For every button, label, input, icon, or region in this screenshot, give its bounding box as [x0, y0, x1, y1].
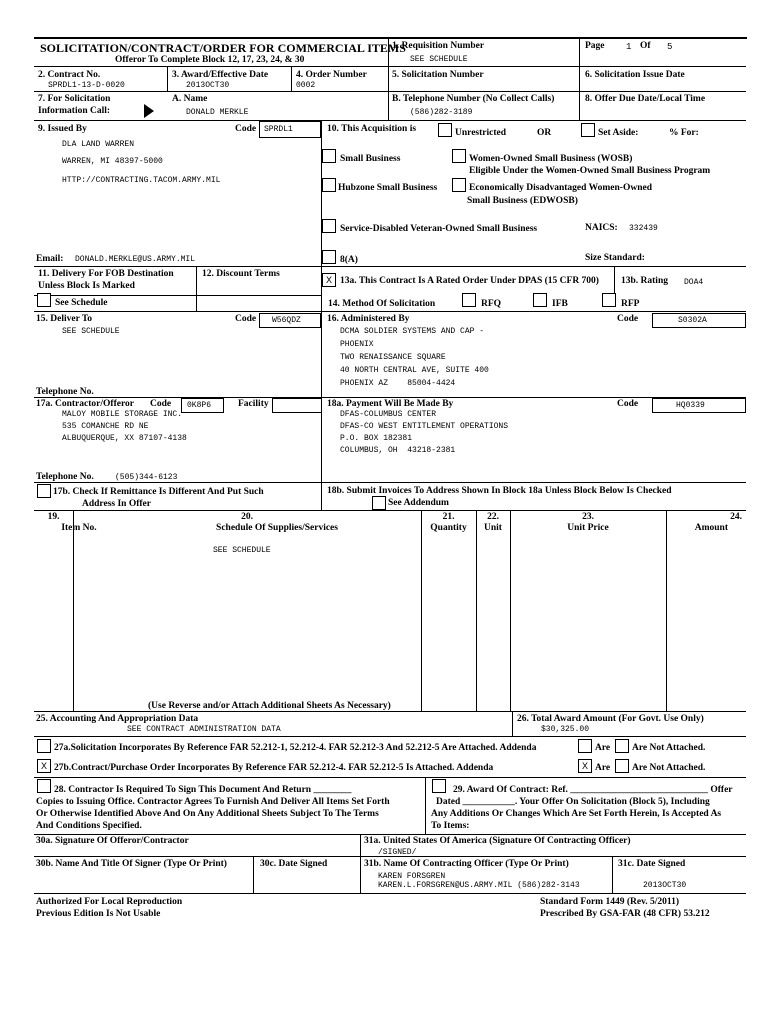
edwosb-label-2: Small Business (EDWOSB)	[467, 196, 578, 206]
contractor-code-value: 0K8P6	[187, 401, 212, 410]
delivery-fob-label: 11. Delivery For FOB Destination	[38, 269, 174, 279]
remittance-checkbox[interactable]	[37, 484, 51, 498]
footer-left-2: Previous Edition Is Not Usable	[36, 909, 161, 919]
29-checkbox[interactable]	[432, 779, 446, 793]
remittance-label-2: Address In Offer	[82, 499, 151, 509]
29-line-4: To Items:	[431, 821, 470, 831]
rfq-checkbox[interactable]	[462, 293, 476, 307]
unrestricted-checkbox[interactable]	[438, 123, 452, 137]
27a-checkbox[interactable]	[37, 739, 51, 753]
col-schedule-label: Schedule Of Supplies/Services	[216, 523, 338, 533]
footer-right-2: Prescribed By GSA-FAR (48 CFR) 53.212	[540, 909, 710, 919]
rating-label: 13b. Rating	[621, 276, 668, 286]
col-unit-label: Unit	[484, 523, 502, 533]
footer-right-1: Standard Form 1449 (Rev. 5/2011)	[540, 897, 680, 907]
name-value: DONALD MERKLE	[186, 108, 249, 117]
payment-code-label: Code	[617, 399, 639, 409]
officer-date-label: 31c. Date Signed	[618, 859, 686, 869]
small-business-checkbox[interactable]	[322, 149, 336, 163]
set-aside-checkbox[interactable]	[581, 123, 595, 137]
ifb-checkbox[interactable]	[533, 293, 547, 307]
requisition-value: SEE SCHEDULE	[410, 55, 468, 64]
contract-value: SPRDL1-13-D-0020	[48, 81, 125, 90]
admin-line-1: DCMA SOLDIER SYSTEMS AND CAP -	[340, 327, 485, 336]
payment-line-2: DFAS-CO WEST ENTITLEMENT OPERATIONS	[340, 422, 509, 431]
issued-code-value: SPRDL1	[264, 125, 293, 134]
form-title: SOLICITATION/CONTRACT/ORDER FOR COMMERCIAL ITEMS	[40, 41, 406, 55]
wosb-program-label: Eligible Under the Women-Owned Small Business Program	[469, 166, 711, 176]
order-value: 0002	[296, 81, 316, 90]
deliver-code-value: W56QDZ	[272, 316, 301, 325]
edwosb-checkbox[interactable]	[452, 178, 466, 192]
27b-are-checkbox[interactable]: X	[578, 759, 592, 773]
28-line-1: 28. Contractor Is Required To Sign This Document And Return ________	[54, 785, 352, 795]
name-label: A. Name	[172, 94, 208, 104]
of-label: Of	[640, 41, 651, 51]
submit-invoices-label: 18b. Submit Invoices To Address Shown In Block 18a Unless Block Below Is Checked	[327, 486, 672, 496]
signed-value: /SIGNED/	[378, 848, 417, 857]
payment-line-3: P.O. BOX 182381	[340, 434, 413, 443]
award-date-label: 3. Award/Effective Date	[172, 70, 269, 80]
col-item-num: 19.	[47, 512, 60, 522]
admin-code-value: S0302A	[678, 316, 707, 325]
deliver-tel-label: Telephone No.	[36, 387, 94, 397]
deliver-line: SEE SCHEDULE	[62, 327, 120, 336]
info-call-label-2: Information Call:	[38, 106, 111, 116]
dpas-checkbox[interactable]: X	[322, 273, 336, 287]
dpas-label: 13a. This Contract Is A Rated Order Under DPAS (15 CFR 700)	[340, 276, 599, 286]
method-label: 14. Method Of Solicitation	[328, 299, 436, 309]
hubzone-checkbox[interactable]	[322, 178, 336, 192]
col-quantity-num: 21.	[442, 512, 455, 522]
payment-line-4: COLUMBUS, OH 43218-2381	[340, 446, 456, 455]
delivery-fob-label-2: Unless Block Is Marked	[38, 281, 135, 291]
hubzone-label: Hubzone Small Business	[338, 183, 438, 193]
27b-not-attached-checkbox[interactable]	[615, 759, 629, 773]
27a-are-label: Are	[595, 743, 611, 753]
reverse-note: (Use Reverse and/or Attach Additional Sheets As Necessary)	[148, 701, 391, 711]
col-item-label: Item No.	[61, 523, 97, 533]
col-unit-num: 22.	[487, 512, 499, 522]
see-schedule-checkbox[interactable]	[37, 293, 51, 307]
col-quantity-label: Quantity	[430, 523, 467, 533]
set-aside-label: Set Aside:	[598, 128, 639, 138]
admin-code-label: Code	[617, 314, 639, 324]
administered-by-label: 16. Administered By	[327, 314, 410, 324]
27a-are-checkbox[interactable]	[578, 739, 592, 753]
signature-officer-label: 31a. United States Of America (Signature Of Contracting Officer)	[364, 836, 631, 846]
payment-code-value: HQ0339	[676, 401, 705, 410]
or-label: OR	[537, 128, 552, 138]
28-line-3: Or Otherwise Identified Above And On Any Additional Sheets Subject To The Terms	[36, 809, 379, 819]
signature-offeror-label: 30a. Signature Of Offeror/Contractor	[36, 836, 189, 846]
col-amount-label: Amount	[694, 523, 728, 533]
phone-label: B. Telephone Number (No Collect Calls)	[392, 94, 555, 104]
col-schedule-num: 20.	[241, 512, 253, 522]
rfq-label: RFQ	[481, 299, 502, 309]
naics-value: 332439	[629, 224, 658, 233]
page-total: 5	[667, 42, 673, 52]
admin-line-3: TWO RENAISSANCE SQUARE	[340, 353, 446, 362]
info-call-label: 7. For Solicitation	[38, 94, 111, 104]
rfp-checkbox[interactable]	[602, 293, 616, 307]
remittance-label: 17b. Check If Remittance Is Different And Put Such	[53, 487, 264, 497]
27a-not-attached-label: Are Not Attached.	[632, 743, 706, 753]
27b-label: 27b.Contract/Purchase Order Incorporates By Reference FAR 52.212-4. FAR 52.212-5 Is Attached. Addenda	[54, 763, 494, 773]
page-label: Page	[585, 41, 605, 51]
facility-label: Facility	[238, 399, 269, 409]
unrestricted-label: Unrestricted	[455, 128, 507, 138]
see-schedule-label: See Schedule	[55, 298, 108, 308]
small-business-label: Small Business	[340, 154, 401, 164]
officer-contact-value: KAREN.L.FORSGREN@US.ARMY.MIL (586)282-3143	[378, 881, 580, 890]
wosb-checkbox[interactable]	[452, 149, 466, 163]
officer-date-value: 2013OCT30	[643, 881, 687, 890]
officer-name-label: 31b. Name Of Contracting Officer (Type Or Print)	[364, 859, 569, 869]
col-amount-num: 24.	[730, 512, 742, 522]
28-checkbox[interactable]	[37, 779, 51, 793]
solicitation-number-label: 5. Solicitation Number	[392, 70, 484, 80]
signer-name-label: 30b. Name And Title Of Signer (Type Or Print)	[36, 859, 227, 869]
rating-value: DOA4	[684, 278, 704, 287]
col-unit-price-num: 23.	[582, 512, 594, 522]
admin-line-2: PHOENIX	[340, 340, 374, 349]
admin-line-5: PHOENIX AZ 85004-4424	[340, 379, 456, 388]
arrow-right-icon	[144, 104, 154, 118]
total-award-value: $30,325.00	[541, 725, 590, 734]
addendum-checkbox[interactable]	[372, 496, 386, 510]
issued-code-label: Code	[235, 124, 257, 134]
contractor-line-2: 535 COMANCHE RD NE	[62, 422, 149, 431]
offeror-note: Offeror To Complete Block 12, 17, 23, 24, & 30	[115, 55, 305, 65]
discount-terms-label: 12. Discount Terms	[202, 269, 280, 279]
percent-for-label: % For:	[669, 128, 699, 138]
29-line-3: Any Additions Or Changes Which Are Set Forth Herein, Is Accepted As	[431, 809, 722, 819]
size-standard-label: Size Standard:	[585, 253, 645, 263]
accounting-value: SEE CONTRACT ADMINISTRATION DATA	[127, 725, 281, 734]
29-line-2: Dated ___________. Your Offer On Solicitation (Block 5), Including	[436, 797, 710, 807]
email-label: Email:	[36, 254, 64, 264]
contract-label: 2. Contract No.	[38, 70, 101, 80]
contractor-code-label: Code	[150, 399, 172, 409]
accounting-label: 25. Accounting And Appropriation Data	[36, 714, 199, 724]
solicitation-date-label: 6. Solicitation Issue Date	[585, 70, 685, 80]
rfp-label: RFP	[621, 299, 640, 309]
sdvosb-checkbox[interactable]	[322, 219, 336, 233]
27b-are-label: Are	[595, 763, 611, 773]
email-value: DONALD.MERKLE@US.ARMY.MIL	[75, 255, 196, 264]
page-number: 1	[626, 42, 632, 52]
requisition-label: 1. Requisition Number	[392, 41, 485, 51]
naics-label: NAICS:	[585, 223, 618, 233]
award-date-value: 2013OCT30	[186, 81, 230, 90]
27a-label: 27a.Solicitation Incorporates By Reference FAR 52.212-1, 52.212-4. FAR 52.212-3 And 52.212-5 Are Attached. Addenda	[54, 743, 537, 753]
edwosb-label: Economically Disadvantaged Women-Owned	[469, 183, 652, 193]
signer-date-label: 30c. Date Signed	[260, 859, 328, 869]
27a-not-attached-checkbox[interactable]	[615, 739, 629, 753]
issued-line-1: DLA LAND WARREN	[62, 140, 135, 149]
27b-not-attached-label: Are Not Attached.	[632, 763, 706, 773]
addendum-label: See Addendum	[388, 498, 449, 508]
admin-line-4: 40 NORTH CENTRAL AVE, SUITE 400	[340, 366, 489, 375]
wosb-label: Women-Owned Small Business (WOSB)	[469, 154, 633, 164]
phone-value: (586)282-3189	[410, 108, 473, 117]
issued-line-3: HTTP://CONTRACTING.TACOM.ARMY.MIL	[62, 176, 221, 185]
eight-a-checkbox[interactable]	[322, 250, 336, 264]
footer-left-1: Authorized For Local Reproduction	[36, 897, 183, 907]
issued-by-label: 9. Issued By	[38, 124, 87, 134]
officer-name-value: KAREN FORSGREN	[378, 872, 446, 881]
28-line-4: And Conditions Specified.	[36, 821, 142, 831]
contractor-label: 17a. Contractor/Offeror	[36, 399, 134, 409]
contractor-tel-value: (505)344-6123	[115, 473, 178, 482]
payment-line-1: DFAS-COLUMBUS CENTER	[340, 410, 437, 419]
29-line-1: 29. Award Of Contract: Ref. _____________________________ Offer	[453, 785, 733, 795]
27b-checkbox[interactable]: X	[37, 759, 51, 773]
total-award-label: 26. Total Award Amount (For Govt. Use Only)	[517, 714, 704, 724]
eight-a-label: 8(A)	[340, 255, 358, 265]
contractor-line-3: ALBUQUERQUE, XX 87107-4138	[62, 434, 187, 443]
contractor-tel-label: Telephone No.	[36, 472, 94, 482]
offer-due-label: 8. Offer Due Date/Local Time	[585, 94, 706, 104]
deliver-to-label: 15. Deliver To	[36, 314, 93, 324]
issued-line-2: WARREN, MI 48397-5000	[62, 157, 163, 166]
sdvosb-label: Service-Disabled Veteran-Owned Small Business	[340, 224, 538, 234]
schedule-body: SEE SCHEDULE	[213, 546, 271, 555]
payment-label: 18a. Payment Will Be Made By	[327, 399, 454, 409]
28-line-2: Copies to Issuing Office. Contractor Agrees To Furnish And Deliver All Items Set Forth	[36, 797, 390, 807]
acquisition-label: 10. This Acquisition is	[327, 124, 417, 134]
deliver-code-label: Code	[235, 314, 257, 324]
order-label: 4. Order Number	[296, 70, 367, 80]
ifb-label: IFB	[552, 299, 568, 309]
contractor-line-1: MALOY MOBILE STORAGE INC.	[62, 410, 183, 419]
col-unit-price-label: Unit Price	[567, 523, 609, 533]
